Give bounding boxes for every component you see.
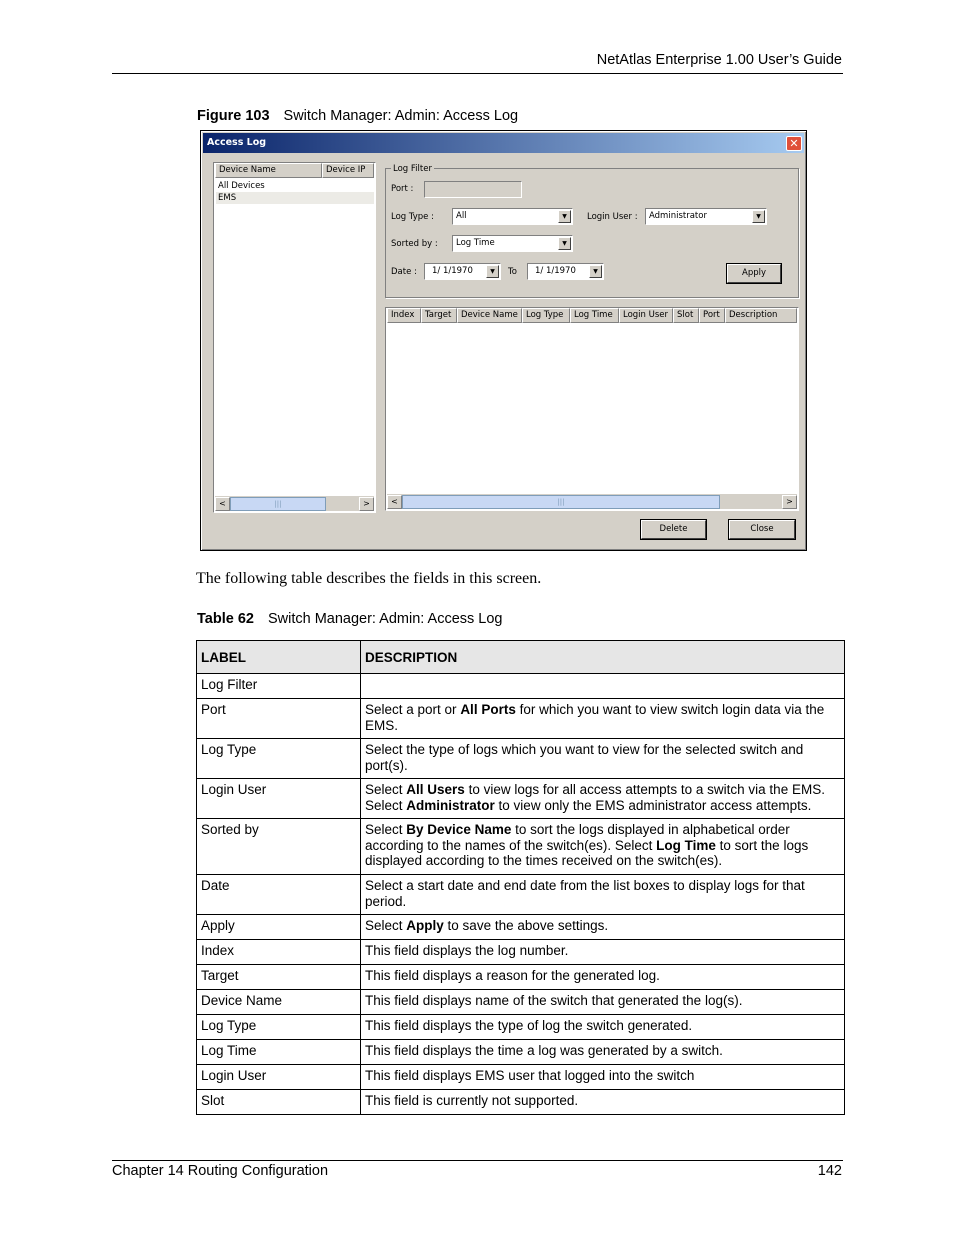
description-text: for which you want to view switch login data via the EMS.: [365, 702, 825, 733]
column-header-log-time[interactable]: Log Time: [570, 308, 619, 323]
table-caption: [197, 611, 503, 627]
scroll-left-icon[interactable]: <: [215, 497, 230, 511]
row-description: This field displays the log number.: [361, 940, 845, 965]
row-description: This field displays the type of log the switch generated.: [361, 1015, 845, 1040]
table-row: [197, 739, 845, 779]
description-text: Select a port or: [365, 702, 461, 717]
row-description: This field is currently not supported.: [361, 1090, 845, 1115]
table-row: [197, 699, 845, 739]
chapter-footer: Chapter 14 Routing Configuration: [112, 1163, 329, 1179]
column-header-device-name[interactable]: Device Name: [215, 163, 322, 178]
table-label: Table 62: [197, 611, 254, 627]
description-emphasis: Administrator: [406, 797, 495, 813]
row-description: [361, 915, 845, 940]
row-label: Target: [197, 965, 361, 990]
row-label: Log Filter: [197, 674, 361, 699]
header-label: LABEL: [197, 641, 361, 674]
chevron-down-icon: ▼: [558, 237, 571, 250]
chevron-down-icon: ▼: [486, 265, 499, 278]
chevron-down-icon: ▼: [558, 210, 571, 223]
page-number: 142: [817, 1163, 842, 1179]
chevron-down-icon: ▼: [589, 265, 602, 278]
port-label: Port :: [391, 184, 414, 194]
log-filter-label: Log Filter: [393, 164, 432, 174]
column-header-port[interactable]: Port: [699, 308, 725, 323]
dialog-titlebar: [203, 133, 804, 153]
intro-paragraph: The following table describes the fields in this screen.: [196, 570, 542, 587]
table-row: [197, 1065, 845, 1090]
table-row: [197, 940, 845, 965]
list-item[interactable]: All Devices: [218, 181, 265, 191]
figure-caption: [197, 108, 518, 124]
description-text: to view only the EMS administrator access attempts.: [494, 797, 812, 813]
apply-button[interactable]: Apply: [727, 264, 781, 283]
close-icon[interactable]: ✕: [786, 136, 802, 151]
sorted-by-value: Log Time: [456, 238, 495, 248]
table-row: [197, 674, 845, 699]
table-row: [197, 1040, 845, 1065]
row-description: This field displays the time a log was generated by a switch.: [361, 1040, 845, 1065]
description-text: Select: [365, 782, 407, 797]
date-from-value: 1/ 1/1970: [432, 266, 473, 276]
description-text: to save the above settings.: [443, 918, 609, 933]
login-user-select[interactable]: [645, 208, 767, 225]
column-header-login-user[interactable]: Login User: [619, 308, 673, 323]
figure-label: Figure 103: [197, 108, 270, 124]
column-header-target[interactable]: Target: [421, 308, 457, 323]
row-label: Log Type: [197, 739, 361, 779]
table-header-row: [197, 641, 845, 674]
date-to-value: 1/ 1/1970: [535, 266, 576, 276]
row-description: Select a start date and end date from the list boxes to display logs for that period.: [361, 875, 845, 915]
port-select[interactable]: [424, 181, 522, 198]
scroll-right-icon[interactable]: >: [359, 497, 374, 511]
header-rule: [112, 73, 843, 74]
table-row: [197, 779, 845, 819]
delete-button[interactable]: Delete: [641, 520, 706, 539]
log-table: [385, 307, 799, 511]
table-row: [197, 875, 845, 915]
to-label: To: [508, 267, 517, 277]
sorted-by-label: Sorted by :: [391, 239, 438, 249]
log-table-scrollbar[interactable]: [387, 494, 797, 509]
description-emphasis: All Ports: [460, 702, 516, 717]
row-label: Apply: [197, 915, 361, 940]
row-description: Select the type of logs which you want to view for the selected switch and port(s).: [361, 739, 845, 779]
login-user-value: Administrator: [649, 211, 707, 221]
row-label: Date: [197, 875, 361, 915]
row-label: Login User: [197, 1065, 361, 1090]
table-row: [197, 1090, 845, 1115]
row-label: Sorted by: [197, 819, 361, 875]
access-log-dialog: [200, 130, 807, 551]
login-user-label: Login User :: [587, 212, 638, 222]
description-emphasis: All Users: [406, 782, 465, 797]
column-header-slot[interactable]: Slot: [673, 308, 699, 323]
row-description: This field displays name of the switch that generated the log(s).: [361, 990, 845, 1015]
table-title: Switch Manager: Admin: Access Log: [267, 611, 503, 627]
column-header-description[interactable]: Description: [725, 308, 797, 323]
log-type-value: All: [456, 211, 467, 221]
close-button[interactable]: Close: [729, 520, 795, 539]
scroll-left-icon[interactable]: <: [387, 495, 402, 509]
description-emphasis: Log Time: [656, 837, 716, 853]
field-description-table: [196, 640, 845, 1115]
table-row: [197, 915, 845, 940]
column-header-log-type[interactable]: Log Type: [522, 308, 570, 323]
log-type-select[interactable]: [452, 208, 573, 225]
description-text: Select: [365, 822, 407, 837]
description-emphasis: By Device Name: [406, 822, 512, 837]
row-label: Device Name: [197, 990, 361, 1015]
row-label: Login User: [197, 779, 361, 819]
device-list-scrollbar[interactable]: [215, 496, 374, 511]
row-description: [361, 674, 845, 699]
row-description: This field displays EMS user that logged into the switch: [361, 1065, 845, 1090]
description-text: Select: [365, 918, 407, 933]
footer-rule: [112, 1160, 843, 1161]
row-label: Port: [197, 699, 361, 739]
row-label: Log Type: [197, 1015, 361, 1040]
row-description: [361, 819, 845, 875]
description-text: to sort the logs displayed according to the times received on the switch(es).: [365, 837, 809, 868]
table-row: [197, 1015, 845, 1040]
list-item[interactable]: EMS: [216, 192, 374, 204]
table-row: [197, 819, 845, 875]
table-row: [197, 965, 845, 990]
scroll-thumb[interactable]: |||: [402, 495, 720, 509]
chevron-down-icon: ▼: [752, 210, 765, 223]
description-text: to view logs for all access attempts to a switch via the EMS. Select: [365, 782, 825, 813]
row-description: [361, 699, 845, 739]
scroll-right-icon[interactable]: >: [782, 495, 797, 509]
figure-title: Switch Manager: Admin: Access Log: [283, 108, 519, 124]
column-header-index[interactable]: Index: [387, 308, 421, 323]
row-description: [361, 779, 845, 819]
dialog-title: Access Log: [207, 137, 267, 148]
running-header: NetAtlas Enterprise 1.00 User’s Guide: [596, 52, 842, 68]
column-header-device-name[interactable]: Device Name: [457, 308, 522, 323]
description-emphasis: Apply: [406, 918, 444, 933]
log-type-label: Log Type :: [391, 212, 434, 222]
row-description: This field displays a reason for the generated log.: [361, 965, 845, 990]
description-text: to sort the logs displayed in alphabetical order according to the names of the switch(es). Select: [365, 822, 790, 853]
scroll-thumb[interactable]: |||: [230, 497, 326, 511]
row-label: Slot: [197, 1090, 361, 1115]
sorted-by-select[interactable]: [452, 235, 573, 252]
row-label: Index: [197, 940, 361, 965]
date-from-picker[interactable]: [424, 263, 501, 280]
date-label: Date :: [391, 267, 417, 277]
date-to-picker[interactable]: [527, 263, 604, 280]
device-list: [213, 162, 376, 513]
header-description: DESCRIPTION: [361, 641, 845, 674]
row-label: Log Time: [197, 1040, 361, 1065]
column-header-device-ip[interactable]: Device IP: [322, 163, 374, 178]
table-row: [197, 990, 845, 1015]
